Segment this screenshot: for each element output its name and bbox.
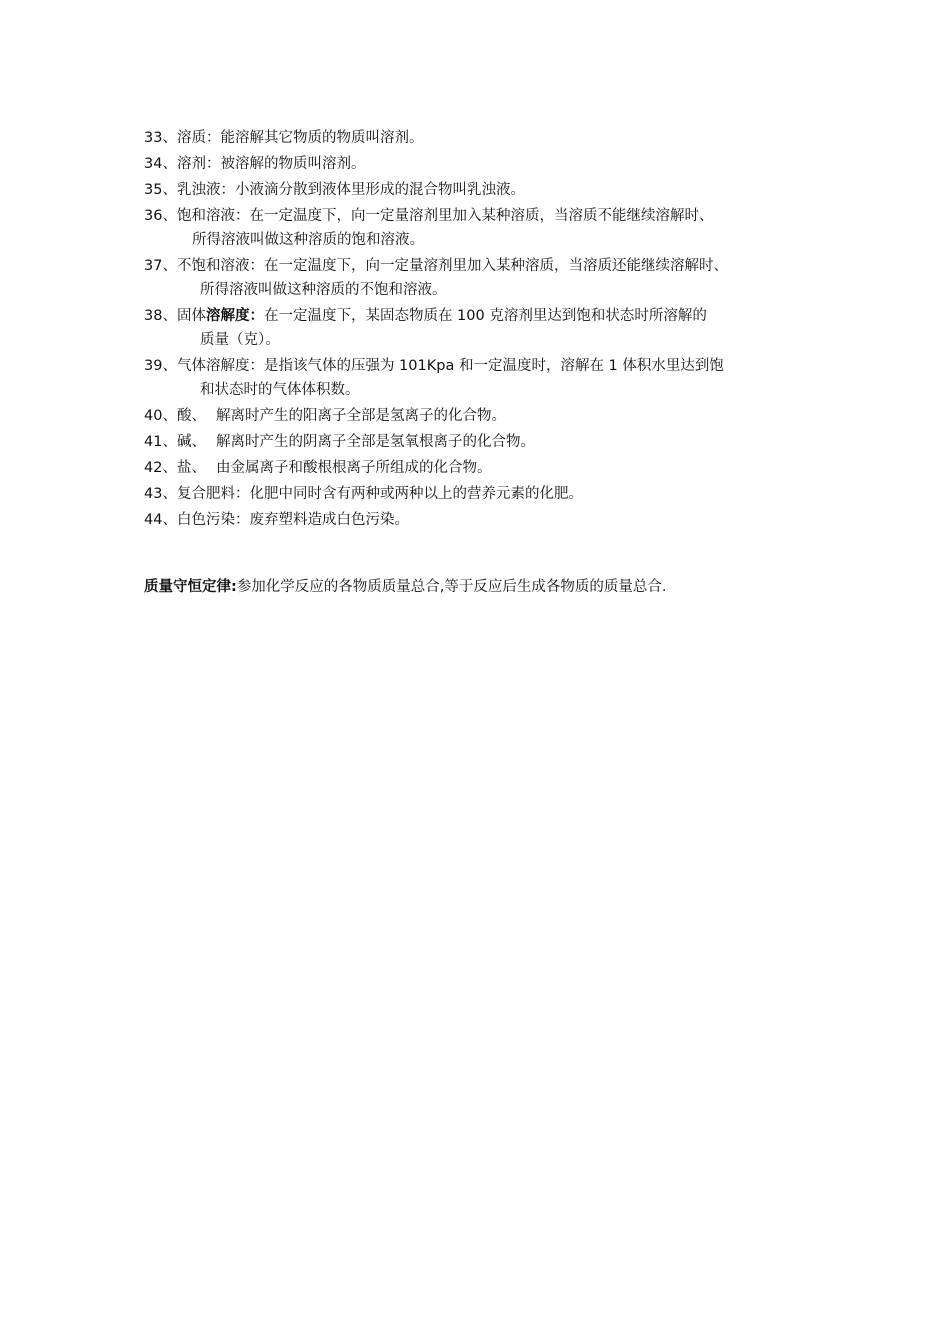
item-definition: 在一定温度下，向一定量溶剂里加入某种溶质，当溶质不能继续溶解时、 [249,208,714,224]
item-definition: 解离时产生的阳离子全部是氢离子的化合物。 [215,408,506,424]
item-continuation: 所得溶液叫做这种溶质的不饱和溶液。 [200,282,447,298]
definition-list [144,126,824,534]
item-definition: 被溶解的物质叫溶剂。 [220,156,366,172]
item-number: 33、 [144,130,177,146]
item-term: 溶剂： [176,156,221,172]
item-first-line [144,304,824,328]
item-definition: 在一定温度下，某固态物质在 100 克溶剂里达到饱和状态时所溶解的 [263,308,707,324]
item-first-line [144,254,824,278]
item-definition: 在一定温度下，向一定量溶剂里加入某种溶质，当溶质还能继续溶解时、 [263,258,728,274]
item-continuation: 所得溶液叫做这种溶质的饱和溶液。 [192,232,424,248]
item-number: 34、 [144,156,177,172]
item-number: 44、 [144,512,177,528]
item-term: 乳浊液： [176,182,235,198]
definition-item-44 [144,508,824,532]
item-term: 固体 [176,308,206,324]
item-first-line [144,354,824,378]
item-definition: 化肥中同时含有两种或两种以上的营养元素的化肥。 [249,486,583,502]
item-definition: 解离时产生的阴离子全部是氢氧根离子的化合物。 [215,434,535,450]
definition-item-35 [144,178,824,202]
item-number: 36、 [144,208,177,224]
definition-item-38 [144,304,824,352]
item-number: 38、 [144,308,177,324]
definition-item-37 [144,254,824,302]
item-term: 碱、 [176,434,206,450]
item-number: 43、 [144,486,177,502]
definition-item-40 [144,404,824,428]
definition-item-36 [144,204,824,252]
item-number: 35、 [144,182,177,198]
definition-item-43 [144,482,824,506]
definition-item-39 [144,354,824,402]
definition-item-34 [144,152,824,176]
item-number: 41、 [144,434,177,450]
item-definition: 是指该气体的压强为 101Kpa 和一定温度时，溶解在 1 体积水里达到饱 [263,358,724,374]
item-term: 酸、 [176,408,206,424]
item-continuation: 质量（克）。 [200,332,280,348]
item-term: 溶质： [176,130,221,146]
definition-item-42 [144,456,824,480]
item-definition: 废弃塑料造成白色污染。 [249,512,409,528]
item-number: 37、 [144,258,177,274]
item-definition: 由金属离子和酸根根离子所组成的化合物。 [215,460,492,476]
item-term: 气体溶解度： [176,358,264,374]
item-term: 饱和溶液： [176,208,250,224]
law-text: 参加化学反应的各物质质量总合,等于反应后生成各物质的质量总合. [236,579,667,595]
item-definition: 能溶解其它物质的物质叫溶剂。 [220,130,424,146]
item-first-line [144,204,824,228]
law-title: 质量守恒定律: [144,579,237,595]
item-term: 白色污染： [176,512,250,528]
item-term: 复合肥料： [176,486,250,502]
definition-item-41 [144,430,824,454]
item-definition: 小液滴分散到液体里形成的混合物叫乳浊液。 [234,182,525,198]
item-number: 40、 [144,408,177,424]
item-number: 39、 [144,358,177,374]
conservation-of-mass-law [144,575,667,599]
item-number: 42、 [144,460,177,476]
item-term-bold: 溶解度： [205,308,264,324]
item-continuation: 和状态时的气体体积数。 [200,382,360,398]
item-term: 不饱和溶液： [176,258,264,274]
item-term: 盐、 [176,460,206,476]
definition-item-33 [144,126,824,150]
